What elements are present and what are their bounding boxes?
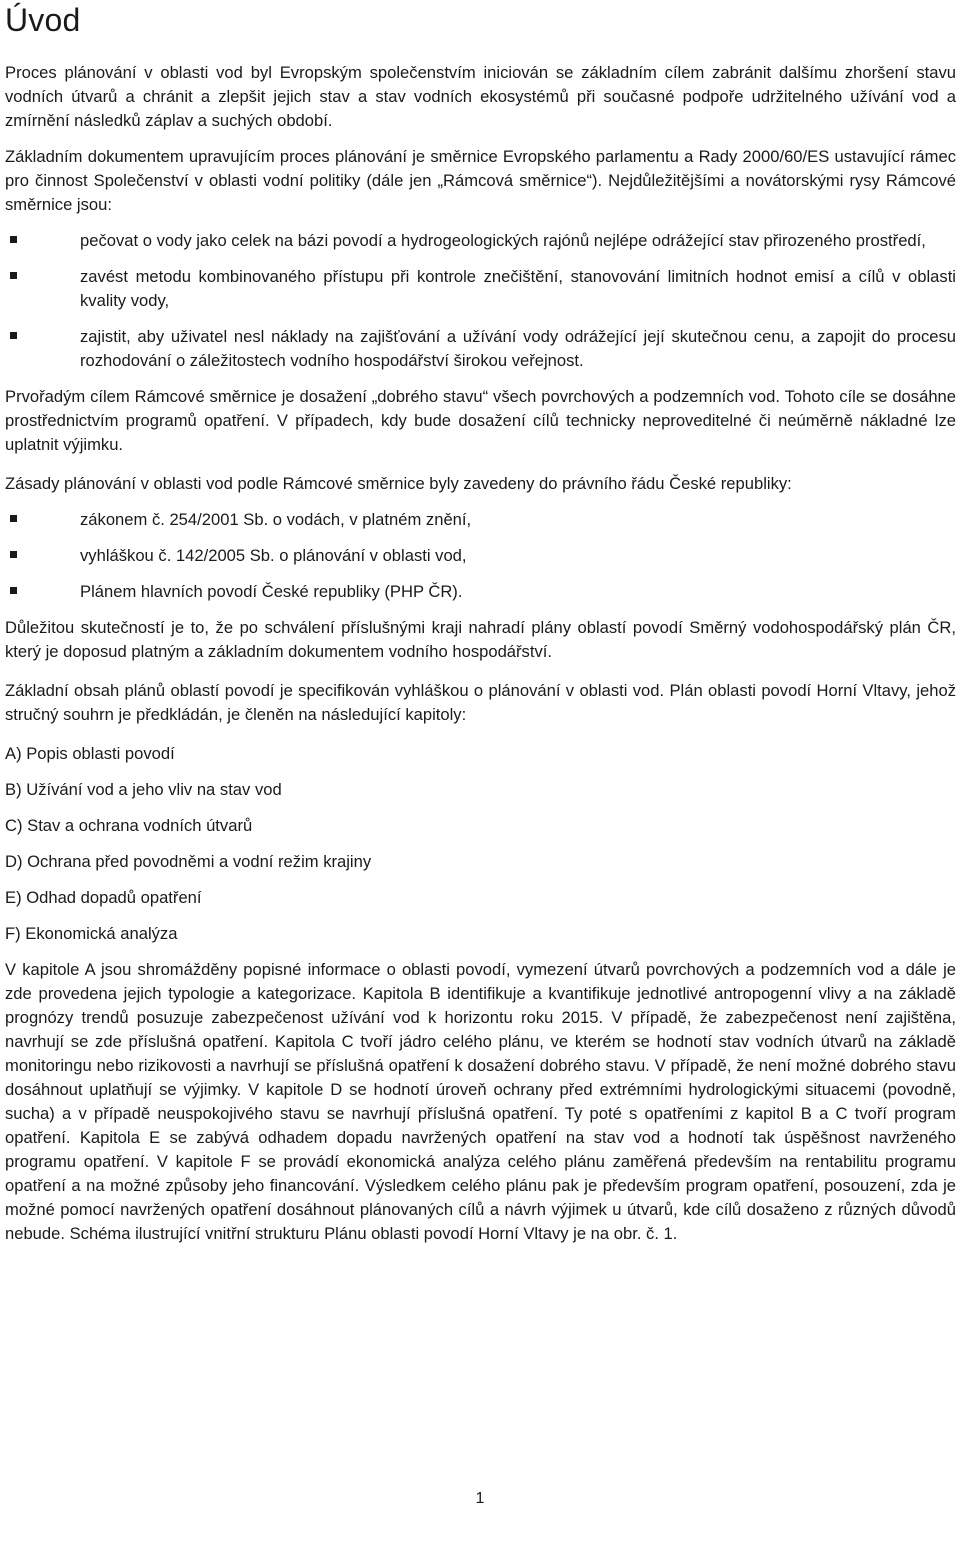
bullet-square-icon <box>10 551 17 558</box>
bullet-square-icon <box>10 587 17 594</box>
list-item: zajistit, aby uživatel nesl náklady na zajišťování a užívání vody odrážející její skutečnou cenu, a zapojit do procesu rozhodování o záležitostech vodního hospodářství širokou veřejnost. <box>5 325 956 373</box>
bullet-square-icon <box>10 332 17 339</box>
chapter-item: A) Popis oblasti povodí <box>5 744 175 763</box>
list-item: Plánem hlavních povodí České republiky (PHP ČR). <box>5 580 956 604</box>
page-title: Úvod <box>5 2 81 38</box>
list-item: zavést metodu kombinovaného přístupu při kontrole znečištění, stanovování limitních hodnot emisí a cílů v oblasti kvality vody, <box>5 265 956 313</box>
chapter-item: F) Ekonomická analýza <box>5 924 178 943</box>
paragraph-important-fact: Důležitou skutečností je to, že po schválení příslušnými kraji nahradí plány oblastí povodí Směrný vodohospodářský plán ČR, který je doposud platným a základním dokumentem vodního hospodářství. <box>5 618 956 661</box>
paragraph-principles: Zásady plánování v oblasti vod podle Rámcové směrnice byly zavedeny do právního řádu České republiky: <box>5 474 792 493</box>
list-item: zákonem č. 254/2001 Sb. o vodách, v platném znění, <box>5 508 956 532</box>
chapter-item: C) Stav a ochrana vodních útvarů <box>5 816 253 835</box>
page-number: 1 <box>475 1490 485 1507</box>
paragraph-plan-content: Základní obsah plánů oblastí povodí je specifikován vyhláškou o plánování v oblasti vod. Plán oblasti povodí Horní Vltavy, jehož stručný souhrn je předkládán, je členěn na následující kapitoly: <box>5 681 956 724</box>
chapter-list <box>5 742 956 946</box>
paragraph-chapter-summary: V kapitole A jsou shromážděny popisné informace o oblasti povodí, vymezení útvarů povrchových a podzemních vod a dále je zde provedena jejich typologie a kategorizace. Kapitola B identifikuje a kvantifikuje jednotlivé antropogenní vlivy a na základě prognózy trendů posuzuje zabezpečenost užívání vod k horizontu roku 2015. V případě, že zabezpečenost není zajištěna, navrhují se zde příslušná opatření. Kapitola C tvoří jádro celého plánu, ve kterém se hodnotí stav vodních útvarů na základě monitoringu nebo rizikovosti a navrhují se příslušná opatření k dosažení dobrého stavu. V případě, že není možné dobrého stavu dosáhnout uplatňují se výjimky. V kapitole D se hodnotí úroveň ochrany před extrémními hydrologickými situacemi (povodně, sucha) a v případě neuspokojivého stavu se navrhují příslušná opatření. Ty poté s opatřeními z kapitol B a C tvoří program opatření. Kapitola E se zabývá odhadem dopadu navržených opatření na stav vod a hodnotí tak úspěšnost navrženého programu opatření. V kapitole F se provádí ekonomická analýza celého plánu zaměřená především na rentabilitu programu opatření a na možné způsoby jeho financování. Výsledkem celého plánu pak je především program opatření, posouzení, zda je možné pomocí navržených opatření dosáhnout plánovaných cílů a návrh výjimek u útvarů, kde cílů dosaženo z různých důvodů nebude. Schéma ilustrující vnitřní strukturu Plánu oblasti povodí Horní Vltavy je na obr. č. 1. <box>5 960 956 1243</box>
bullet-square-icon <box>10 272 17 279</box>
paragraph-framework-directive: Základním dokumentem upravujícím proces plánování je směrnice Evropského parlamentu a Rady 2000/60/ES ustavující rámec pro činnost Společenství v oblasti vodní politiky (dále jen „Rámcová směrnice“). Nejdůležitějšími a novátorskými rysy Rámcové směrnice jsou: <box>5 147 956 214</box>
law-list <box>5 508 956 604</box>
chapter-item: D) Ochrana před povodněmi a vodní režim krajiny <box>5 852 372 871</box>
list-item: vyhláškou č. 142/2005 Sb. o plánování v oblasti vod, <box>5 544 956 568</box>
paragraph-primary-goal: Prvořadým cílem Rámcové směrnice je dosažení „dobrého stavu“ všech povrchových a podzemních vod. Tohoto cíle se dosáhne prostřednictvím programů opatření. V případech, kdy bude dosažení cílů technicky neproveditelné či neúměrně nákladné lze uplatnit výjimku. <box>5 387 956 454</box>
chapter-item: E) Odhad dopadů opatření <box>5 888 202 907</box>
chapter-item: B) Užívání vod a jeho vliv na stav vod <box>5 780 282 799</box>
paragraph-intro: Proces plánování v oblasti vod byl Evropským společenstvím iniciován se základním cílem zabránit dalšímu zhoršení stavu vodních útvarů a chránit a zlepšit jejich stav a stav vodních ekosystémů při současné podpoře udržitelného užívání vod a zmírnění následků záplav a suchých období. <box>5 63 956 130</box>
features-list <box>5 229 956 373</box>
list-item: pečovat o vody jako celek na bázi povodí a hydrogeologických rajónů nejlépe odrážející stav přirozeného prostředí, <box>5 229 956 253</box>
bullet-square-icon <box>10 515 17 522</box>
bullet-square-icon <box>10 236 17 243</box>
